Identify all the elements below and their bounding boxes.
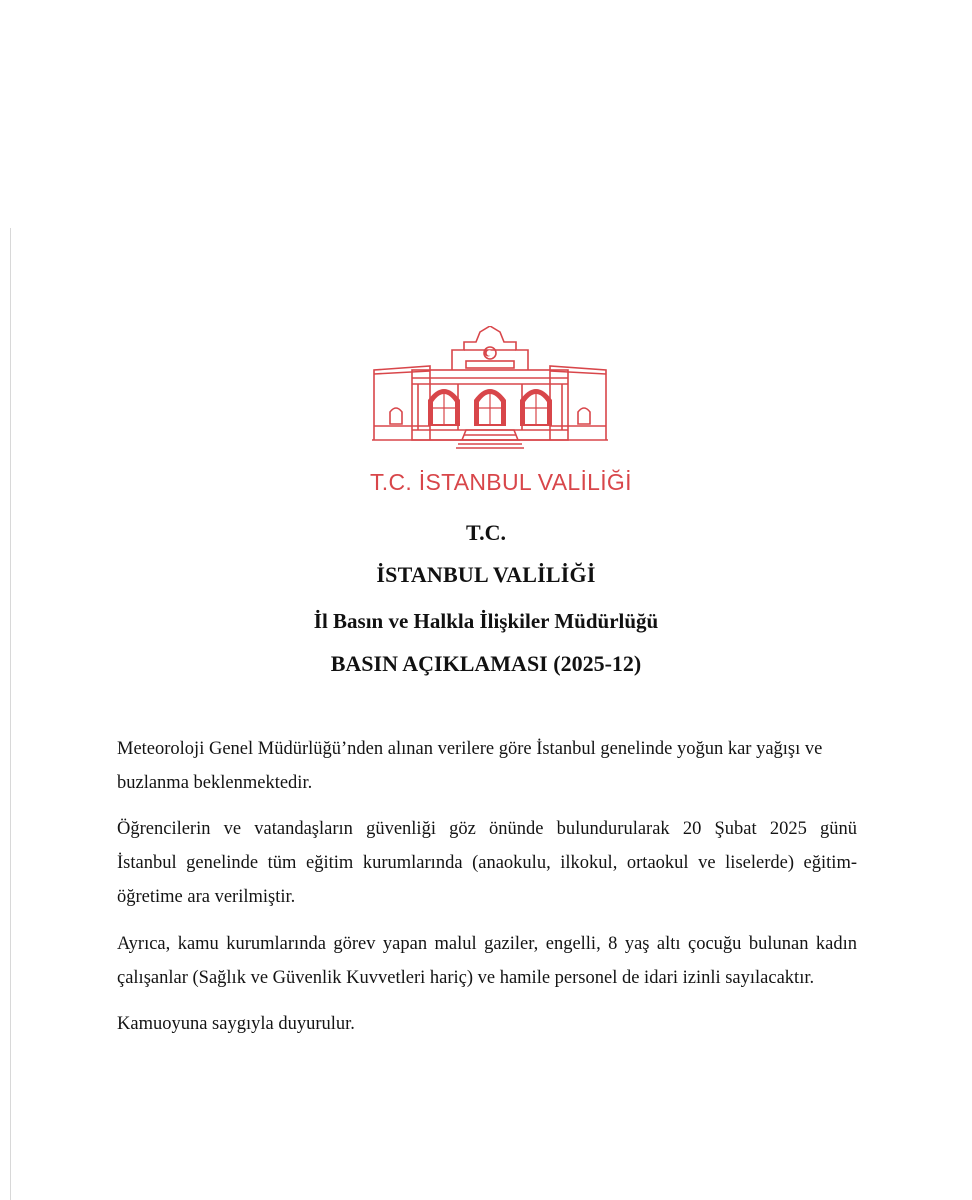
paragraph-line: öğretime ara verilmiştir. bbox=[117, 887, 296, 907]
logo-caption: T.C. İSTANBUL VALİLİĞİ bbox=[370, 469, 632, 495]
paragraph-line: İstanbul genelinde tüm eğitim kurumlarında (anaokulu, ilkokul, ortaokul ve liselerde) eğitim- bbox=[117, 853, 857, 873]
header-press-release: BASIN AÇIKLAMASI (2025-12) bbox=[330, 651, 642, 676]
paragraph-public-staff bbox=[117, 927, 857, 995]
governorship-building-icon bbox=[370, 326, 610, 466]
governorship-logo bbox=[370, 326, 632, 498]
paragraph-weather bbox=[117, 732, 857, 800]
header-governorship: İSTANBUL VALİLİĞİ bbox=[376, 562, 596, 587]
paragraph-line: çalışanlar (Sağlık ve Güvenlik Kuvvetleri hariç) ve hamile personel de idari izinli sayılacaktır. bbox=[117, 968, 815, 988]
paragraph-schools bbox=[117, 812, 857, 914]
page-edge-divider bbox=[10, 228, 11, 1200]
paragraph-closing bbox=[117, 1007, 857, 1041]
paragraph-line: Ayrıca, kamu kurumlarında görev yapan malul gaziler, engelli, 8 yaş altı çocuğu bulunan kadın bbox=[117, 934, 857, 954]
paragraph-line: Meteoroloji Genel Müdürlüğü’nden alınan verilere göre İstanbul genelinde yoğun kar yağışı ve bbox=[117, 739, 823, 759]
header-department: İl Basın ve Halkla İlişkiler Müdürlüğü bbox=[313, 609, 659, 633]
paragraph-line: Öğrencilerin ve vatandaşların güvenliği göz önünde bulundurularak 20 Şubat 2025 günü bbox=[117, 819, 857, 839]
header-tc: T.C. bbox=[466, 520, 506, 545]
paragraph-line: buzlanma beklenmektedir. bbox=[117, 773, 313, 793]
paragraph-line: Kamuoyuna saygıyla duyurulur. bbox=[117, 1014, 355, 1034]
